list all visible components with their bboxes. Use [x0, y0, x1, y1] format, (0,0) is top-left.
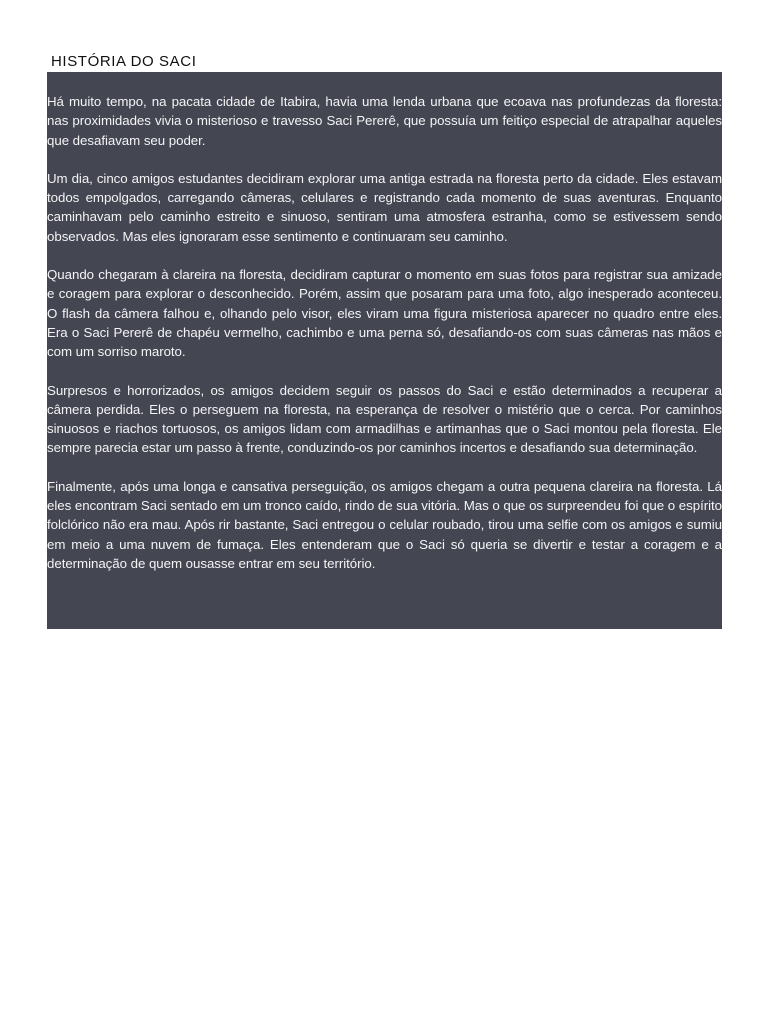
story-text-panel [47, 72, 722, 629]
paragraph-2: Um dia, cinco amigos estudantes decidiram explorar uma antiga estrada na floresta perto da cidade. Eles estavam todos empolgados, carregando câmeras, celulares e registrando cada momento de suas aventuras. Enquanto caminhavam pelo caminho estreito e sinuoso, sentiram uma atmosfera estranha, como se estivessem sendo observados. Mas eles ignoraram esse sentimento e continuaram seu caminho. [47, 170, 722, 244]
paragraph-4: Surpresos e horrorizados, os amigos decidem seguir os passos do Saci e estão determinados a recuperar a câmera perdida. Eles o perseguem na floresta, na esperança de resolver o mistério que o cerca. Por caminhos sinuosos e riachos tortuosos, os amigos lidam com armadilhas e artimanhas que o Saci montou pela floresta. Ele sempre parecia estar um passo à frente, conduzindo-os por caminhos incertos e desafiando sua determinação. [47, 382, 722, 456]
paragraph-3: Quando chegaram à clareira na floresta, decidiram capturar o momento em suas fotos para registrar sua amizade e coragem para explorar o desconhecido. Porém, assim que posaram para uma foto, algo inesperado aconteceu. O flash da câmera falhou e, olhando pelo visor, eles viram uma figura misteriosa aparecer no quadro entre eles. Era o Saci Pererê de chapéu vermelho, cachimbo e uma perna só, desafiando-os com suas câmeras nas mãos e com um sorriso maroto. [47, 267, 722, 360]
document-title: HISTÓRIA DO SACI [51, 53, 197, 70]
paragraph-1: Há muito tempo, na pacata cidade de Itabira, havia uma lenda urbana que ecoava nas profundezas da floresta: nas proximidades vivia o misterioso e travesso Saci Pererê, que possuía um feitiço especial de atrapalhar aqueles que desafiavam seu poder. [47, 94, 722, 148]
paragraph-5: Finalmente, após uma longa e cansativa perseguição, os amigos chegam a outra pequena clareira na floresta. Lá eles encontram Saci sentado em um tronco caído, rindo de sua vitória. Mas o que os surpreendeu foi que o espírito folclórico não era mau. Após rir bastante, Saci entregou o celular roubado, tirou uma selfie com os amigos e sumiu em meio a uma nuvem de fumaça. Eles entenderam que o Saci só queria se divertir e testar a coragem e a determinação de quem ousasse entrar em seu território. [47, 478, 722, 571]
